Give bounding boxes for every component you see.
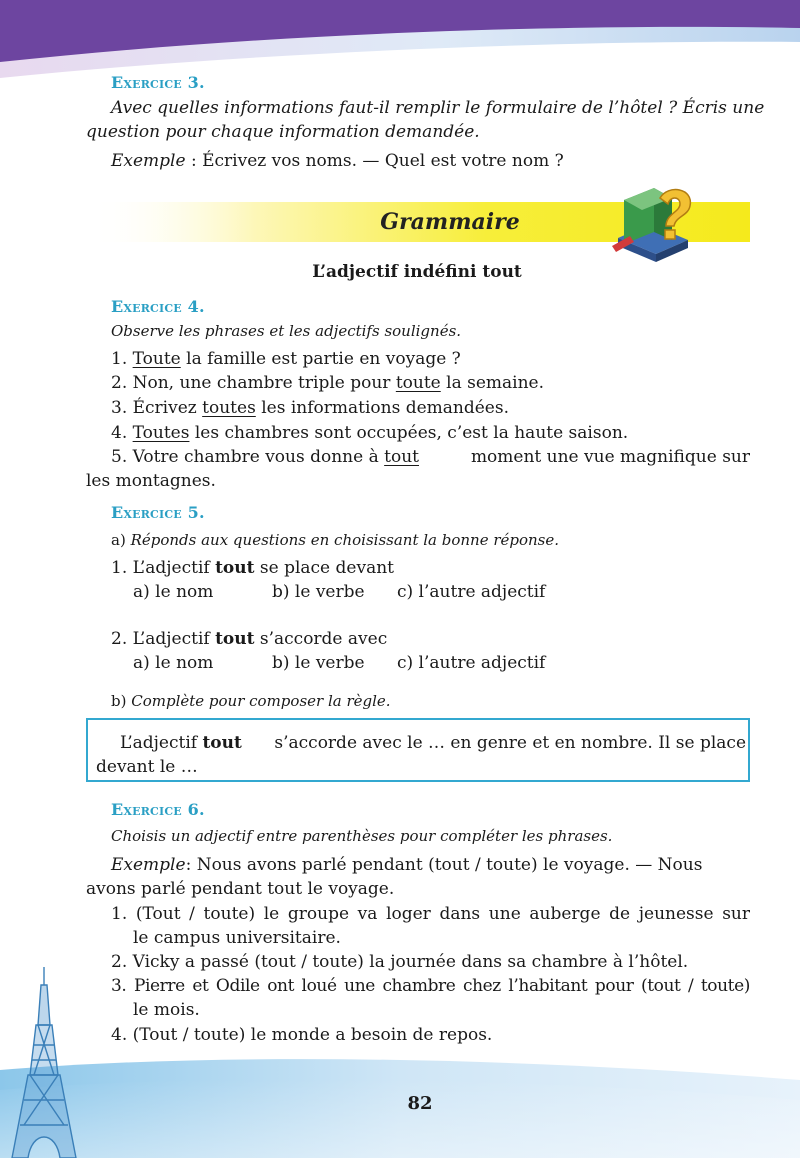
exercise-5-part-b: b) Complète pour composer la règle.	[111, 692, 391, 710]
underlined-adjective: tout	[384, 447, 419, 467]
example-label: Exemple	[111, 855, 186, 875]
q1-option-b: b) le verbe	[272, 582, 365, 602]
exercise-4-instruction: Observe les phrases et les adjectifs soulignés.	[111, 322, 462, 340]
exercise-6-item-1-continued: le campus universitaire.	[133, 928, 341, 948]
q1-option-a: a) le nom	[133, 582, 214, 602]
exercise-3-heading: Exercice 3.	[111, 73, 205, 92]
exercise-6-item-3: 3. Pierre et Odile ont loué une chambre chez l’habitant pour (tout / toute)	[111, 976, 750, 996]
exercise-5-question-2: 2. L’adjectif tout s’accorde avec	[111, 629, 388, 649]
exercise-4-heading: Exercice 4.	[111, 297, 205, 316]
exercise-6-instruction: Choisis un adjectif entre parenthèses pour compléter les phrases.	[111, 827, 613, 845]
q2-option-a: a) le nom	[133, 653, 214, 673]
exercise-4-item-4: 4. Toutes les chambres sont occupées, c’est la haute saison.	[111, 423, 629, 443]
q2-option-b: b) le verbe	[272, 653, 365, 673]
exercise-5-heading: Exercice 5.	[111, 503, 205, 522]
exercise-6-heading: Exercice 6.	[111, 800, 205, 819]
book-question-mark-icon	[610, 180, 694, 262]
page-number: 82	[407, 1093, 433, 1114]
exercise-6-item-3-continued: le mois.	[133, 1000, 200, 1020]
exercise-4-item-3: 3. Écrivez toutes les informations demandées.	[111, 398, 509, 418]
exercise-6-example: Exemple : Nous avons parlé pendant (tout / toute) le voyage. — Nous	[111, 855, 703, 875]
example-text: : Écrivez vos noms. — Quel est votre nom ?	[185, 151, 564, 171]
top-decorative-band	[0, 0, 800, 78]
exercise-4-item-5-continued: les montagnes.	[86, 471, 216, 491]
exercise-3-example	[111, 149, 564, 173]
underlined-adjective: Toutes	[132, 423, 190, 443]
underlined-adjective: Toute	[132, 349, 181, 369]
exercise-5-question-1: 1. L’adjectif tout se place devant	[111, 558, 394, 578]
rule-line-2: devant le …	[96, 757, 198, 777]
exercise-6-example-line2: avons parlé pendant tout le voyage.	[86, 879, 395, 899]
exercise-6-item-2: 2. Vicky a passé (tout / toute) la journée dans sa chambre à l’hôtel.	[111, 952, 689, 972]
exercise-4-item-2: 2. Non, une chambre triple pour toute la semaine.	[111, 373, 545, 393]
q2-option-c: c) l’autre adjectif	[397, 653, 546, 673]
exercise-6-item-1: 1. (Tout / toute) le groupe va loger dans une auberge de jeunesse sur	[111, 904, 750, 924]
exercise-4-item-5: 5. Votre chambre vous donne à tout moment une vue magnifique sur	[111, 447, 750, 467]
rule-line-1: L’adjectif tout s’accorde avec le … en genre et en nombre. Il se place	[120, 733, 746, 753]
exercise-4-item-1: 1. Toute la famille est partie en voyage ?	[111, 349, 461, 369]
section-title: L’adjectif indéfini tout	[312, 262, 522, 282]
exercise-3-instruction-line2: question pour chaque information demandée.	[86, 122, 480, 142]
underlined-adjective: toute	[395, 373, 441, 393]
eiffel-tower-illustration	[8, 965, 80, 1158]
grammar-banner-title: Grammaire	[380, 209, 520, 235]
underlined-adjective: toutes	[202, 398, 256, 418]
exercise-5-part-a: a) Réponds aux questions en choisissant la bonne réponse.	[111, 531, 560, 549]
exercise-6-item-4: 4. (Tout / toute) le monde a besoin de repos.	[111, 1025, 493, 1045]
q1-option-c: c) l’autre adjectif	[397, 582, 546, 602]
example-label: Exemple	[111, 151, 186, 171]
exercise-3-instruction-line1: Avec quelles informations faut-il remplir le formulaire de l’hôtel ? Écris une	[111, 98, 765, 118]
